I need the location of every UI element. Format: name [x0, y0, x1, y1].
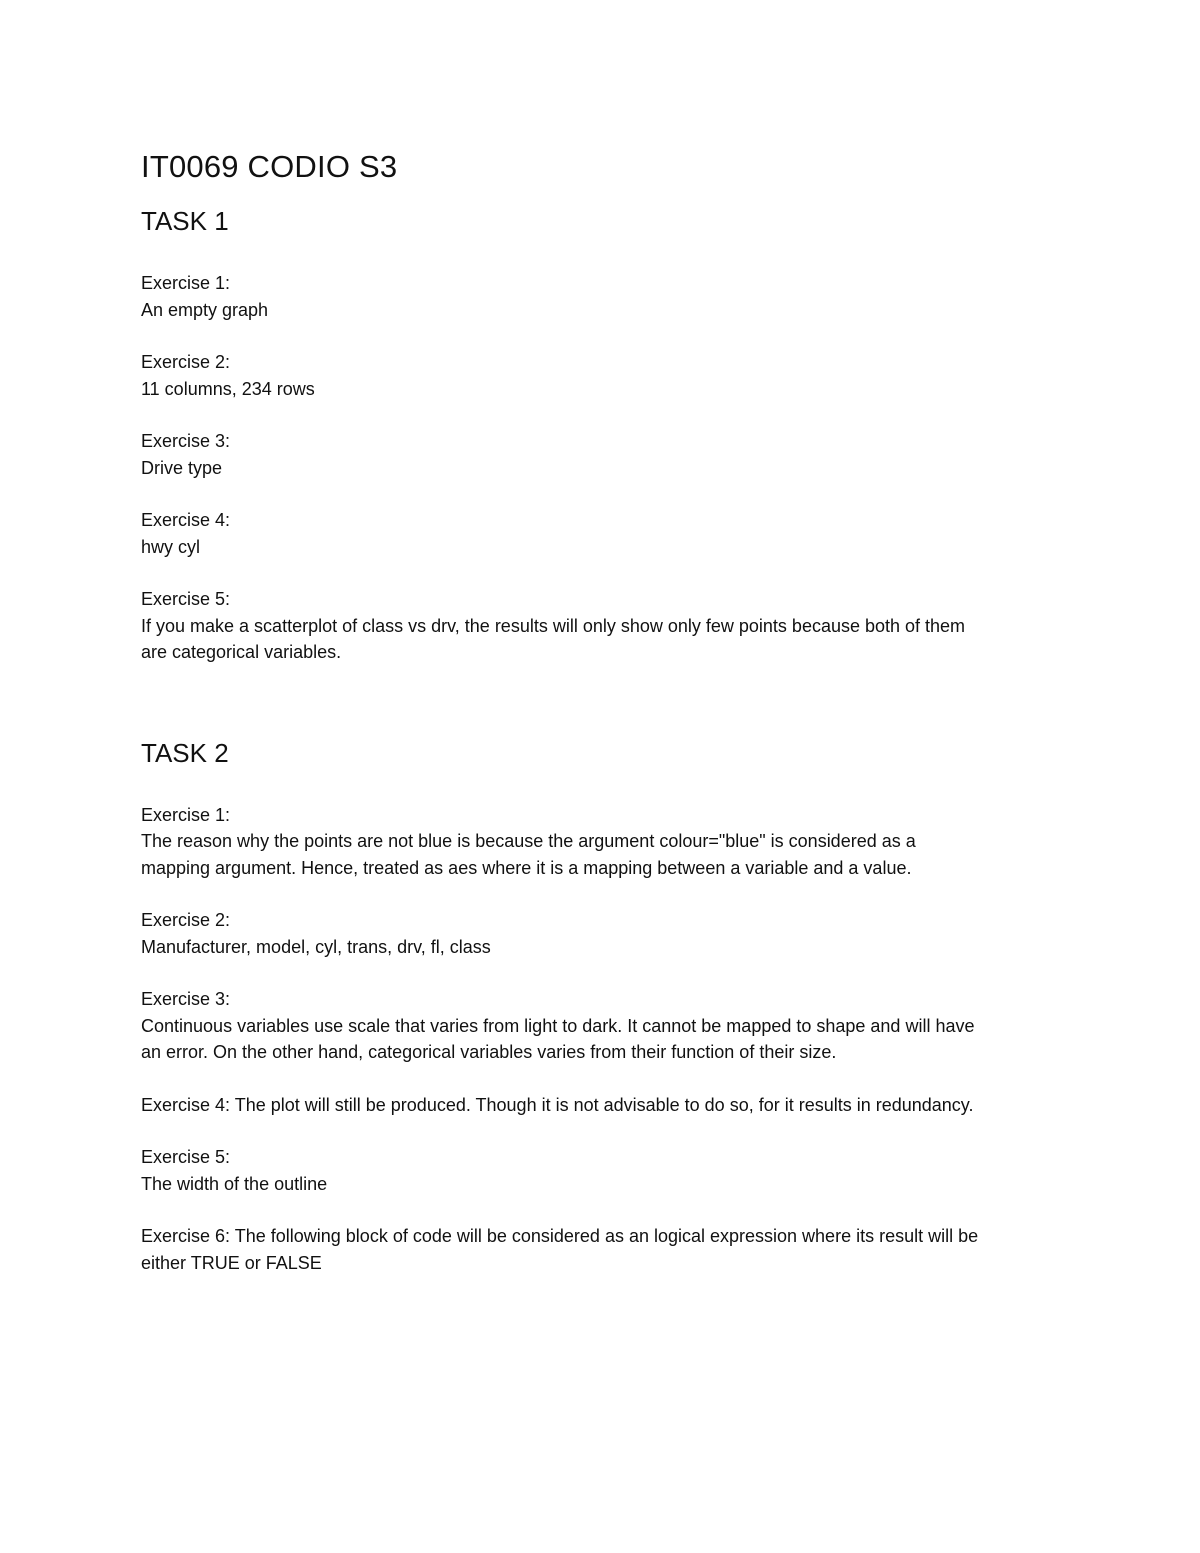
exercise-inline-row [141, 1092, 1071, 1119]
exercise-label: Exercise 3: [141, 989, 231, 1009]
task-1-exercise-2 [141, 349, 1071, 402]
task-2-exercise-2 [141, 907, 1071, 960]
exercise-label: Exercise 6: [141, 1226, 231, 1246]
exercise-answer-line-2: are categorical variables. [141, 642, 342, 662]
task-2-exercise-1 [141, 802, 1071, 882]
task-1-exercise-1 [141, 270, 1071, 323]
exercise-answer: Drive type [141, 457, 223, 478]
exercise-answer-line-1: Continuous variables use scale that varies from light to dark. It cannot be mapped to shape and will have [141, 1015, 975, 1036]
exercise-inline-row [141, 1223, 1071, 1250]
task-1-heading: TASK 1 [141, 206, 229, 236]
exercise-label: Exercise 4: [141, 510, 231, 530]
exercise-label: Exercise 3: [141, 431, 231, 451]
exercise-answer: Manufacturer, model, cyl, trans, drv, fl, class [141, 936, 491, 957]
exercise-answer-line-2: mapping argument. Hence, treated as aes where it is a mapping between a variable and a value. [141, 857, 912, 878]
exercise-answer: The width of the outline [141, 1173, 328, 1194]
exercise-answer-line-1: The reason why the points are not blue is because the argument colour="blue" is considered as a [141, 831, 916, 851]
exercise-label: Exercise 1: [141, 804, 231, 825]
exercise-label: Exercise 5: [141, 589, 231, 609]
exercise-answer-line-2: an error. On the other hand, categorical variables varies from their function of their size. [141, 1042, 837, 1062]
exercise-answer-line-1: The following block of code will be considered as an logical expression where its result will be [234, 1226, 979, 1246]
task-1-exercise-3 [141, 428, 1071, 481]
exercise-label: Exercise 1: [141, 273, 231, 293]
document-title: IT0069 CODIO S3 [141, 149, 398, 184]
exercise-answer: The plot will still be produced. Though it is not advisable to do so, for it results in redundancy. [234, 1094, 974, 1115]
exercise-label: Exercise 5: [141, 1147, 231, 1167]
task-2-exercise-5 [141, 1144, 1071, 1197]
exercise-answer: hwy cyl [141, 536, 201, 557]
task-2-exercise-6 [141, 1223, 1071, 1276]
exercise-label: Exercise 4: [141, 1094, 231, 1115]
task-2-exercise-3 [141, 986, 1071, 1066]
exercise-answer-line-1: If you make a scatterplot of class vs drv, the results will only show only few points because both of them [141, 615, 966, 636]
exercise-answer: An empty graph [141, 299, 269, 320]
exercise-label: Exercise 2: [141, 910, 231, 930]
task-2-exercise-4 [141, 1092, 1071, 1119]
exercise-answer-line-2: either TRUE or FALSE [141, 1252, 322, 1273]
exercise-answer: 11 columns, 234 rows [141, 378, 315, 399]
task-1-exercise-4 [141, 507, 1071, 560]
task-1-exercise-5 [141, 586, 1071, 666]
task-2-heading: TASK 2 [141, 737, 229, 768]
exercise-label: Exercise 2: [141, 352, 231, 372]
document-body [141, 146, 1071, 1302]
